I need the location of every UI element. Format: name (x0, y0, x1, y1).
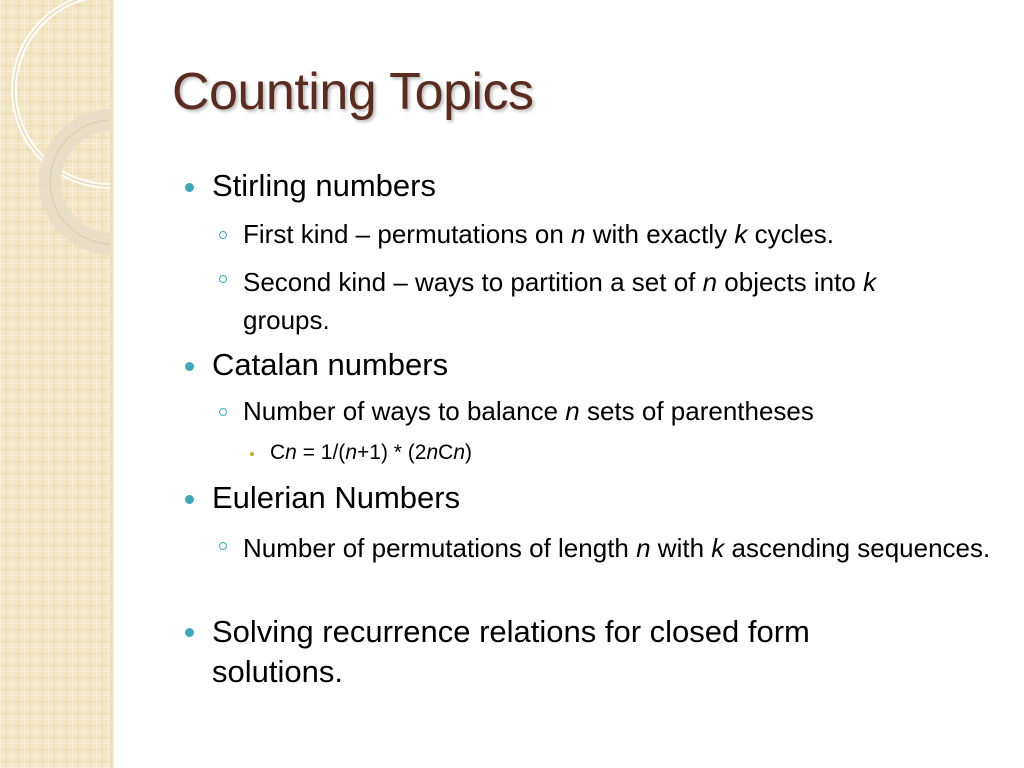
list-item: Eulerian Numbers (212, 480, 461, 515)
list-item (243, 396, 814, 427)
formula-text: Cn = 1/(n+1) * (2nCn) (270, 441, 472, 464)
list-item-text: Number of permutations of length n with k ascending sequences. (243, 533, 991, 563)
bullet-ring-icon (219, 275, 227, 283)
bullet-small-dot-icon (250, 452, 254, 456)
list-item (243, 529, 1003, 567)
list-item (243, 263, 943, 339)
slide-title: Counting Topics (172, 63, 534, 121)
list-item: Stirling numbers (212, 168, 436, 203)
bullet-dot-icon (185, 362, 194, 371)
bullet-dot-icon (185, 628, 194, 637)
list-item (270, 441, 472, 465)
bullet-dot-icon (185, 495, 194, 504)
bullet-ring-icon (219, 542, 227, 550)
list-item: Solving recurrence relations for closed form solutions. (212, 614, 810, 689)
list-item-text: First kind – permutations on n with exactly k cycles. (243, 219, 835, 249)
bullet-ring-icon (219, 408, 227, 416)
bullet-ring-icon (219, 231, 227, 239)
list-item-text: Number of ways to balance n sets of parentheses (243, 396, 814, 426)
list-item: Catalan numbers (212, 347, 449, 382)
list-item-text: Second kind – ways to partition a set of n objects into k groups. (243, 267, 877, 335)
list-item (243, 219, 834, 250)
bullet-dot-icon (185, 183, 194, 192)
